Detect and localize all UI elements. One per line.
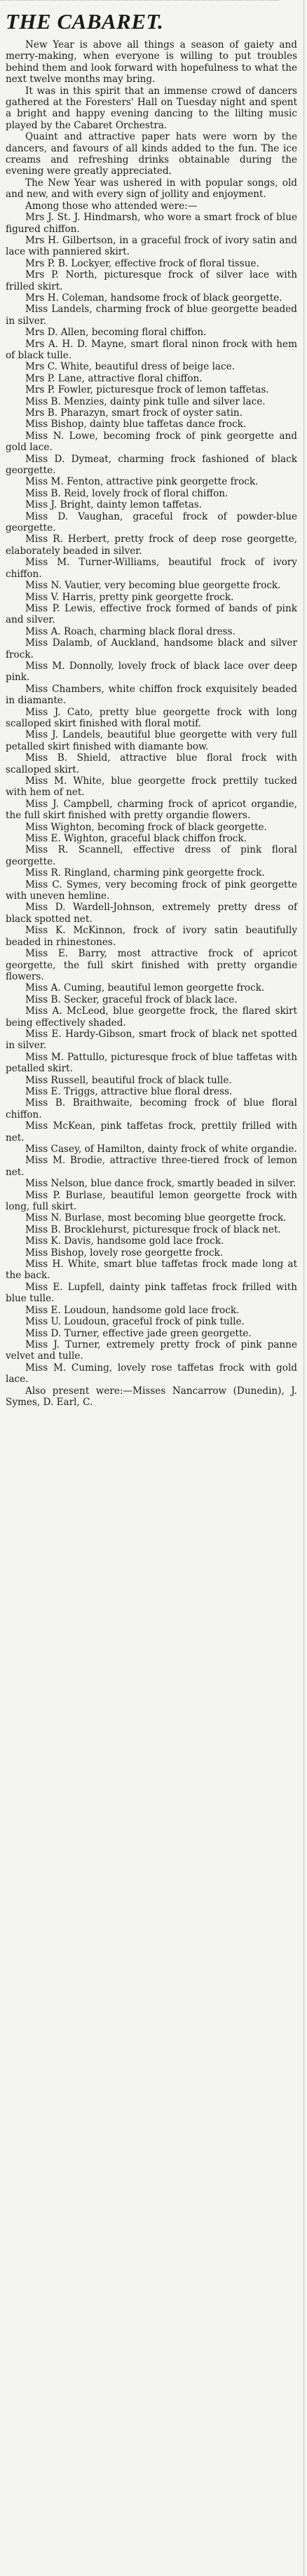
attendee-entry: Miss C. Symes, very becoming frock of pink georgette with uneven hemline. xyxy=(6,879,297,902)
attendee-entry: Mrs D. Allen, becoming floral chiffon. xyxy=(25,327,207,339)
attendee-entry: Miss J. Bright, dainty lemon taffetas. xyxy=(25,499,203,511)
attendee-entry: Miss B. Secker, graceful frock of black lace. xyxy=(25,994,238,1005)
article xyxy=(6,10,297,1408)
attendee-entry: Miss Chambers, white chiffon frock exquisitely beaded in diamante. xyxy=(6,683,297,707)
attendee-entry: Miss D. Wardell-Johnson, extremely pretty dress of black spotted net. xyxy=(6,902,297,925)
torn-top-edge: ▔▔▔▔▔▔▔▔▔▔▔▔▔▔▔▔▔▔▔▔▔▔▔▔▔▔▔▔▔▔▔▔▔▔▔▔▔▔▔ xyxy=(0,0,280,6)
attendee-entry: Miss M. White, blue georgette frock prettily tucked with hem of net. xyxy=(6,775,297,799)
attendee-entry: Miss A. McLeod, blue georgette frock, the flared skirt being effectively shaded. xyxy=(6,1005,297,1029)
attendee-entry: Miss N. Burlase, most becoming blue georgette frock. xyxy=(25,1212,287,1224)
attendee-entry: Miss V. Harris, pretty pink georgette frock. xyxy=(25,591,234,603)
attendee-entry: Mrs P. Fowler, picturesque frock of lemon taffetas. xyxy=(25,384,269,396)
attendee-entry: Miss U. Loudoun, graceful frock of pink tulle. xyxy=(25,1316,245,1328)
attendee-entry: Miss R. Scannell, effective dress of pink floral georgette. xyxy=(6,844,297,867)
attendee-entry: Mrs J. St. J. Hindmarsh, who wore a smart frock of blue figured chiffon. xyxy=(6,212,297,235)
attendee-entry: Mrs H. Gilbertson, in a graceful frock of ivory satin and lace with panniered skirt. xyxy=(6,234,297,258)
attendee-entry: Miss E. Barry, most attractive frock of apricot georgette, the full skirt finished with pretty organdie flowers. xyxy=(6,948,297,982)
attendee-entry: Miss Casey, of Hamilton, dainty frock of white organdie. xyxy=(25,1144,297,1155)
attendee-entry: Miss R. Ringland, charming pink georgette frock. xyxy=(25,867,265,879)
attendee-entry: Miss N. Vautier, very becoming blue georgette frock. xyxy=(25,580,281,592)
article-paragraph: The New Year was ushered in with popular songs, old and new, and with every sign of jollity and enjoyment. xyxy=(6,177,297,201)
attendee-entry: Also present were:—Misses Nancarrow (Dunedin), J. Symes, D. Earl, C. xyxy=(6,1385,297,1408)
article-paragraph: It was in this spirit that an immense crowd of dancers gathered at the Foresters' Hall on Tuesday night and spent a bright and happy evening dancing to the lilting music played by the Cabaret Orchestra. xyxy=(6,85,297,131)
attendee-entry: Mrs B. Pharazyn, smart frock of oyster satin. xyxy=(25,407,243,419)
attendee-entry: Mrs C. White, beautiful dress of beige lace. xyxy=(25,361,236,373)
article-paragraph: Quaint and attractive paper hats were worn by the dancers, and favours of all kinds added to the fun. The ice creams and refreshing drinks obtainable during the evening were greatly appreciated. xyxy=(6,131,297,177)
attendee-entry: Miss B. Shield, attractive blue floral frock with scalloped skirt. xyxy=(6,752,297,775)
attendee-entry: Mrs H. Coleman, handsome frock of black georgette. xyxy=(25,292,282,304)
attendee-entry: Miss M. Fenton, attractive pink georgette frock. xyxy=(25,476,259,488)
attendee-entry: Miss Russell, beautiful frock of black tulle. xyxy=(25,1074,232,1086)
attendee-entry: Miss Nelson, blue dance frock, smartly beaded in silver. xyxy=(25,1178,296,1190)
attendee-entry: Miss K. McKinnon, frock of ivory satin beautifully beaded in rhinestones. xyxy=(6,925,297,948)
attendee-entry: Miss B. Braithwaite, becoming frock of blue floral chiffon. xyxy=(6,1097,297,1120)
attendee-entry: Miss E. Wighton, graceful black chiffon frock. xyxy=(25,833,247,845)
attendee-entry: Miss B. Reid, lovely frock of floral chiffon. xyxy=(25,487,228,499)
attendee-entry: Miss B. Menzies, dainty pink tulle and silver lace. xyxy=(25,395,266,407)
attendee-entry: Miss J. Landels, beautiful blue georgette with very full petalled skirt finished with diamante bow. xyxy=(6,729,297,752)
attendee-entry: Mrs P. B. Lockyer, effective frock of floral tissue. xyxy=(25,257,259,269)
attendee-entry: Miss E. Triggs, attractive blue floral dress. xyxy=(25,1085,233,1097)
attendee-entry: Miss K. Davis, handsome gold lace frock. xyxy=(25,1235,224,1247)
article-paragraph: Among those who attended were:— xyxy=(25,200,198,212)
attendee-entry: Miss Landels, charming frock of blue georgette beaded in silver. xyxy=(6,304,297,327)
attendee-entry: Miss M. Cuming, lovely rose taffetas frock with gold lace. xyxy=(6,1362,297,1385)
attendee-entry: Miss E. Lupfell, dainty pink taffetas frock frilled with blue tulle. xyxy=(6,1281,297,1305)
attendee-entry: Miss Bishop, lovely rose georgette frock. xyxy=(25,1247,224,1259)
attendee-entry: Miss R. Herbert, pretty frock of deep rose georgette, elaborately beaded in silver. xyxy=(6,534,297,557)
attendee-entry: Mrs A. H. D. Mayne, smart floral ninon frock with hem of black tulle. xyxy=(6,338,297,361)
attendee-entry: Miss J. Cato, pretty blue georgette frock with long scalloped skirt finished with floral motif. xyxy=(6,706,297,729)
attendee-entry: Miss B. Brocklehurst, picturesque frock of black net. xyxy=(25,1223,281,1235)
attendee-entry: Miss M. Pattullo, picturesque frock of blue taffetas with petalled skirt. xyxy=(6,1051,297,1075)
attendee-entry: Miss N. Lowe, becoming frock of pink georgette and gold lace. xyxy=(6,430,297,454)
attendee-entry: Miss E. Loudoun, handsome gold lace frock. xyxy=(25,1304,240,1316)
attendee-entry: Miss M. Turner-Williams, beautiful frock of ivory chiffon. xyxy=(6,557,297,580)
column-rule xyxy=(303,0,304,2576)
article-paragraph: New Year is above all things a season of gaiety and merry-making, when everyone is willing to put troubles behind them and look forward with hopefulness to what the next twelve months may bring. xyxy=(6,39,297,86)
article-headline: THE CABARET. xyxy=(6,9,164,34)
attendee-entry: Miss J. Campbell, charming frock of apricot organdie, the full skirt finished with pretty organdie flowers. xyxy=(6,798,297,822)
attendee-entry: Miss D. Vaughan, graceful frock of powder-blue georgette. xyxy=(6,510,297,534)
attendee-entry: Miss M. Brodie, attractive three-tiered frock of lemon net. xyxy=(6,1155,297,1178)
attendee-entry: Miss A. Cuming, beautiful lemon georgette frock. xyxy=(25,982,265,994)
attendee-entry: Miss McKean, pink taffetas frock, prettily frilled with net. xyxy=(6,1120,297,1144)
attendee-entry: Miss E. Hardy-Gibson, smart frock of black net spotted in silver. xyxy=(6,1028,297,1052)
attendee-entry: Miss Dalamb, of Auckland, handsome black and silver frock. xyxy=(6,637,297,660)
attendee-entry: Miss D. Turner, effective jade green georgette. xyxy=(25,1327,252,1339)
attendee-entry: Miss P. Burlase, beautiful lemon georgette frock with long, full skirt. xyxy=(6,1189,297,1213)
attendee-entry: Miss Bishop, dainty blue taffetas dance frock. xyxy=(25,419,247,431)
attendee-entry: Miss A. Roach, charming black floral dress. xyxy=(25,625,236,637)
attendee-entry: Miss J. Turner, extremely pretty frock of pink panne velvet and tulle. xyxy=(6,1338,297,1362)
article-body xyxy=(6,39,297,1408)
attendee-entry: Miss Wighton, becoming frock of black georgette. xyxy=(25,821,267,833)
attendee-entry: Miss D. Dymeat, charming frock fashioned of black georgette. xyxy=(6,453,297,477)
attendee-entry: Miss M. Donnolly, lovely frock of black lace over deep pink. xyxy=(6,660,297,684)
attendee-entry: Mrs P. North, picturesque frock of silver lace with frilled skirt. xyxy=(6,269,297,292)
attendee-entry: Mrs P. Lane, attractive floral chiffon. xyxy=(25,372,203,384)
attendee-entry: Miss H. White, smart blue taffetas frock made long at the back. xyxy=(6,1259,297,1282)
attendee-entry: Miss P. Lewis, effective frock formed of bands of pink and silver. xyxy=(6,602,297,626)
